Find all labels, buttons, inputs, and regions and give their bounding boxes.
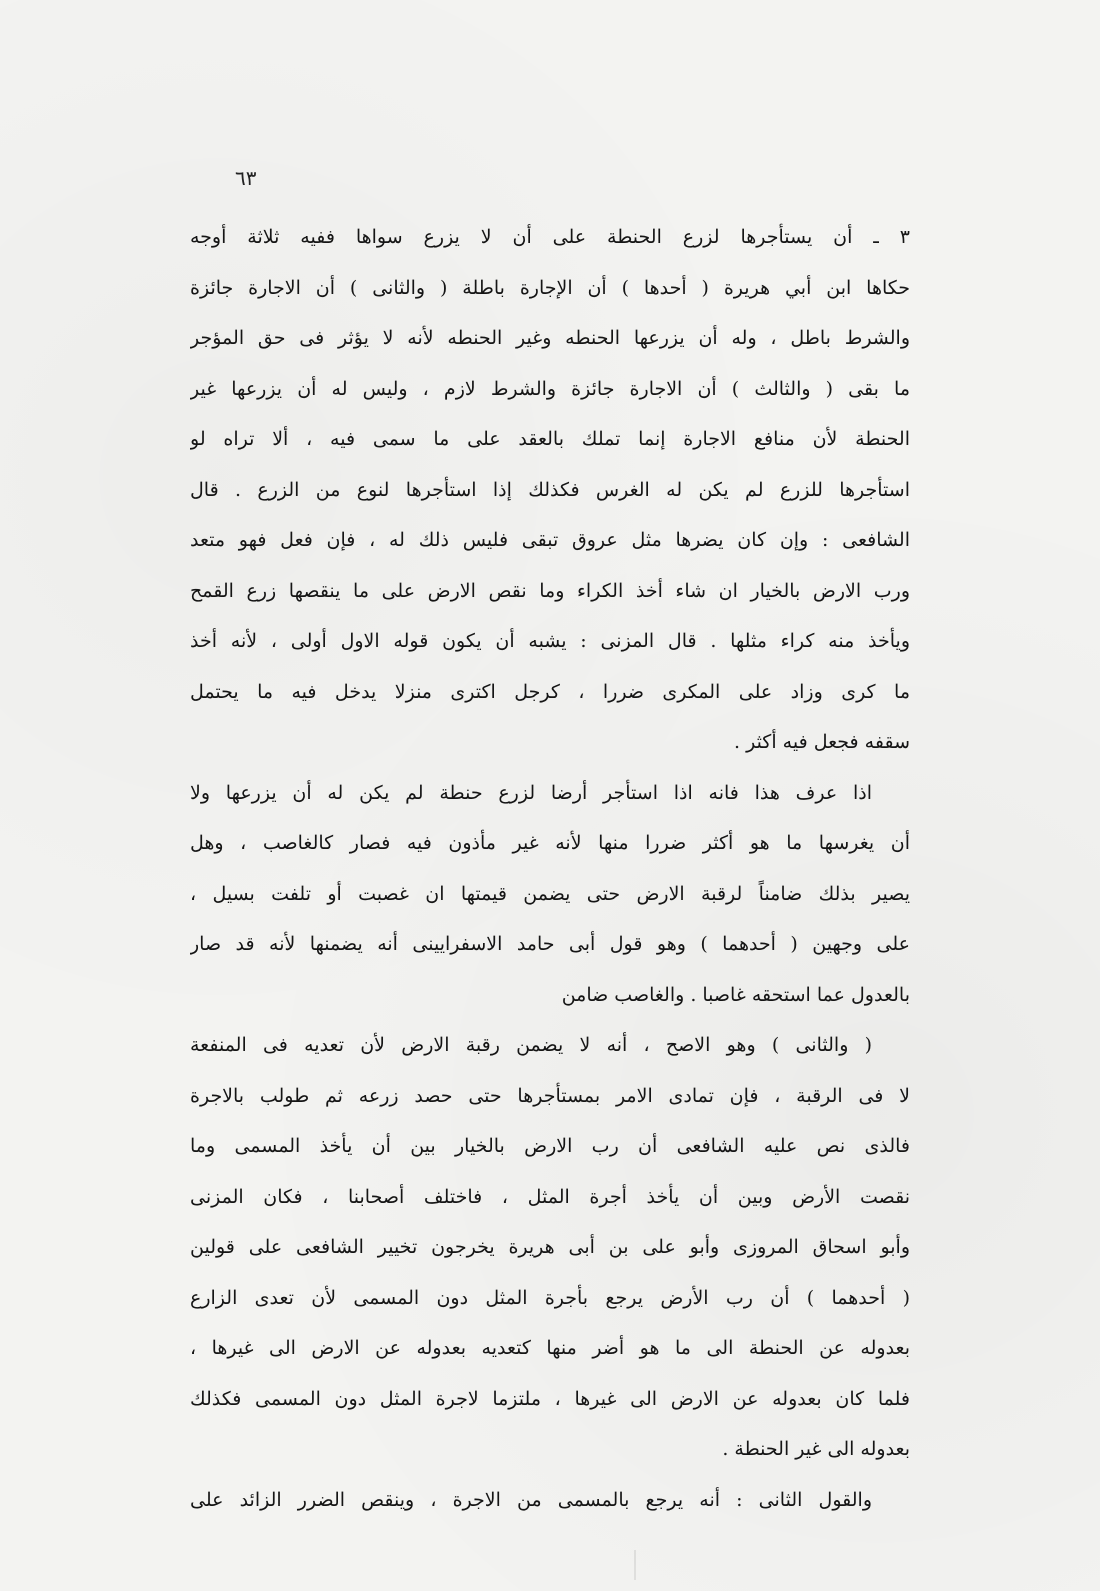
paragraph-start-line: اذا عرف هذا فانه اذا استأجر أرضا لزرع حنطة لم يكن له أن يزرعها ولا — [190, 781, 872, 804]
text-line: لا فى الرقبة ، فإن تمادى الامر بمستأجرها حتى حصد زرعه ثم طولب بالاجرة — [190, 1084, 910, 1107]
text-line: فالذى نص عليه الشافعى أن رب الارض بالخيار بين أن يأخذ المسمى وما — [190, 1135, 910, 1157]
text-line: نقصت الأرض وبين أن يأخذ أجرة المثل ، فاختلف أصحابنا ، فكان المزنى — [190, 1185, 910, 1208]
text-line: الحنطة لأن منافع الاجارة إنما تملك بالعقد على ما سمى فيه ، ألا تراه لو — [190, 428, 910, 450]
text-line: وأبو اسحاق المروزى وأبو على بن أبى هريرة يخرجون تخيير الشافعى على قولين — [190, 1236, 910, 1258]
text-line: والشرط باطل ، وله أن يزرعها الحنطه وغير الحنطه لأنه لا يؤثر فى حق المؤجر — [190, 327, 910, 349]
text-line: حكاها ابن أبي هريرة ( أحدها ) أن الإجارة باطلة ( والثانى ) أن الاجارة جائزة — [190, 276, 910, 299]
text-line: ورب الارض بالخيار ان شاء أخذ الكراء وما نقص الارض على ما ينقصها زرع القمح — [190, 579, 910, 602]
text-line: استأجرها للزرع لم يكن له الغرس فكذلك إذا استأجرها لنوع من الزرع . قال — [190, 478, 910, 501]
paragraph-start-line: ( والثانى ) وهو الاصح ، أنه لا يضمن رقبة الارض لأن تعديه فى المنفعة — [190, 1034, 872, 1056]
text-line: ( أحدهما ) أن رب الأرض يرجع بأجرة المثل دون المسمى لأن تعدى الزارع — [190, 1286, 910, 1309]
paper-fold-mark — [634, 1550, 636, 1580]
text-line: الشافعى : وإن كان يضرها مثل عروق تبقى فليس ذلك له ، فإن فعل فهو متعد — [190, 529, 910, 551]
text-line: فلما كان بعدوله عن الارض الى غيرها ، ملتزما لاجرة المثل دون المسمى فكذلك — [190, 1387, 910, 1410]
text-line: بعدوله عن الحنطة الى ما هو أضر منها كتعديه بعدوله عن الارض الى غيرها ، — [190, 1337, 910, 1359]
text-line: ما كرى وزاد على المكرى ضررا ، كرجل اكترى منزلا يدخل فيه ما يحتمل — [190, 680, 910, 703]
body-text — [190, 212, 910, 1525]
text-line: يصير بذلك ضامناً لرقبة الارض حتى يضمن قيمتها ان غصبت أو تلفت بسيل ، — [190, 882, 910, 905]
page-number: ٦٣ — [235, 166, 257, 190]
text-line: سقفه فجعل فيه أكثر . — [734, 731, 910, 753]
text-line: على وجهين ( أحدهما ) وهو قول أبى حامد الاسفرايينى أنه يضمنها لأنه قد صار — [190, 933, 910, 955]
text-line: بعدوله الى غير الحنطة . — [722, 1438, 910, 1460]
text-line: ما بقى ( والثالث ) أن الاجارة جائزة والشرط لازم ، وليس له أن يزرعها غير — [190, 377, 910, 400]
text-line: أن يغرسها ما هو أكثر ضررا منها لأنه غير مأذون فيه فصار كالغاصب ، وهل — [190, 832, 910, 854]
text-line: بالعدول عما استحقه غاصبا . والغاصب ضامن — [561, 983, 910, 1006]
text-line: ٣ ـ أن يستأجرها لزرع الحنطة على أن لا يزرع سواها ففيه ثلاثة أوجه — [190, 226, 910, 248]
text-line: ويأخذ منه كراء مثلها . قال المزنى : يشبه أن يكون قوله الاول أولى ، لأنه أخذ — [190, 630, 910, 652]
paragraph-start-line: والقول الثانى : أنه يرجع بالمسمى من الاجرة ، وينقص الضرر الزائد على — [190, 1488, 872, 1511]
